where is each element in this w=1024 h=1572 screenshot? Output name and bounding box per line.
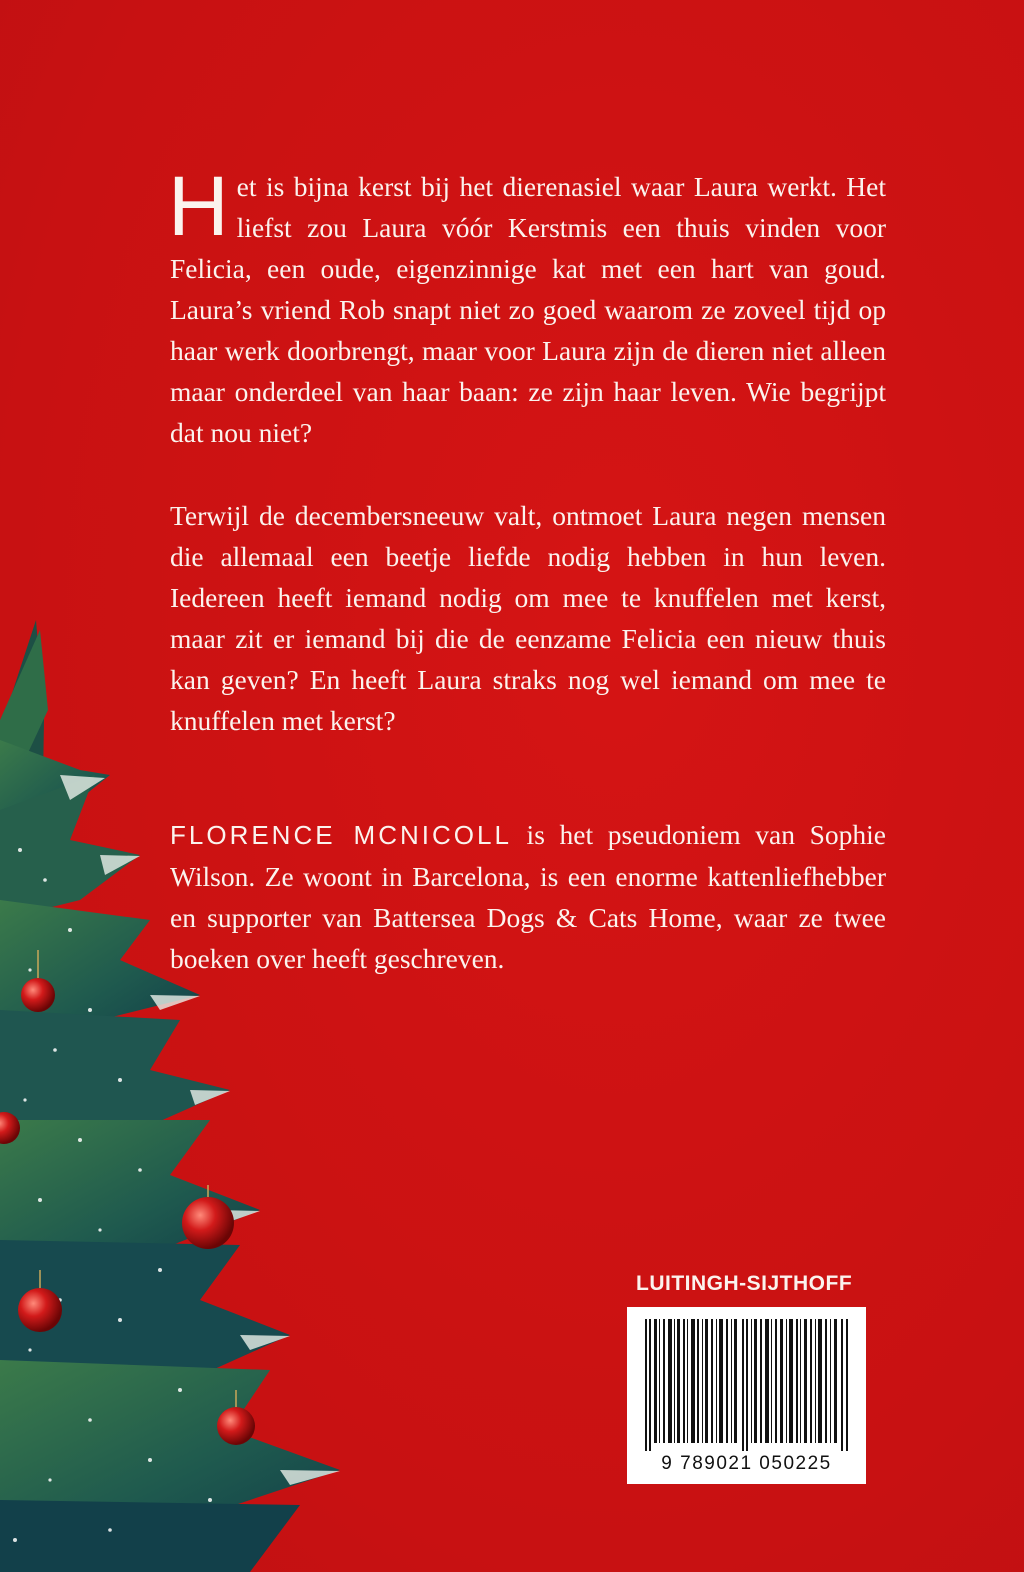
barcode-bars [641,1319,852,1451]
christmas-tree-illustration [0,600,360,1572]
drop-cap: H [168,159,227,253]
blurb-paragraph-2-text: Terwijl de decembersneeuw valt, ontmoet Laura negen mensen die allemaal een beetje liefde nodig hebben in hun leven. Iedereen heeft iemand nodig om mee te knuffelen met kerst, maar zit er iemand bij die de eenzame Felicia een nieuw thuis kan geven? En heeft Laura straks nog wel iemand om mee te knuffelen met kerst? [170,500,886,736]
author-bio-text: is het pseudoniem van Sophie Wilson. Ze woont in Barcelona, is een enorme kattenliefhebber en supporter van Battersea Dogs & Cats Home, waar ze twee boeken over heeft geschreven. [170,819,887,974]
isbn-barcode [627,1307,866,1484]
blurb-paragraph-1 [168,159,886,453]
author-name: FLORENCE MCNICOLL [170,820,512,850]
publisher-logo: LUITINGH-SIJTHOFF [636,1272,853,1295]
blurb-paragraph-1-text: et is bijna kerst bij het dierenasiel waar Laura werkt. Het liefst zou Laura vóór Kerstmis een thuis vinden voor Felicia, een oude, eigenzinnige kat met een hart van goud. Laura’s vriend Rob snapt niet zo goed waarom ze zoveel tijd op haar werk doorbrengt, maar voor Laura zijn de dieren niet alleen maar onderdeel van haar baan: ze zijn haar leven. Wie begrijpt dat nou niet? [170,171,886,448]
isbn-digits: 9 789021 050225 [661,1453,832,1474]
